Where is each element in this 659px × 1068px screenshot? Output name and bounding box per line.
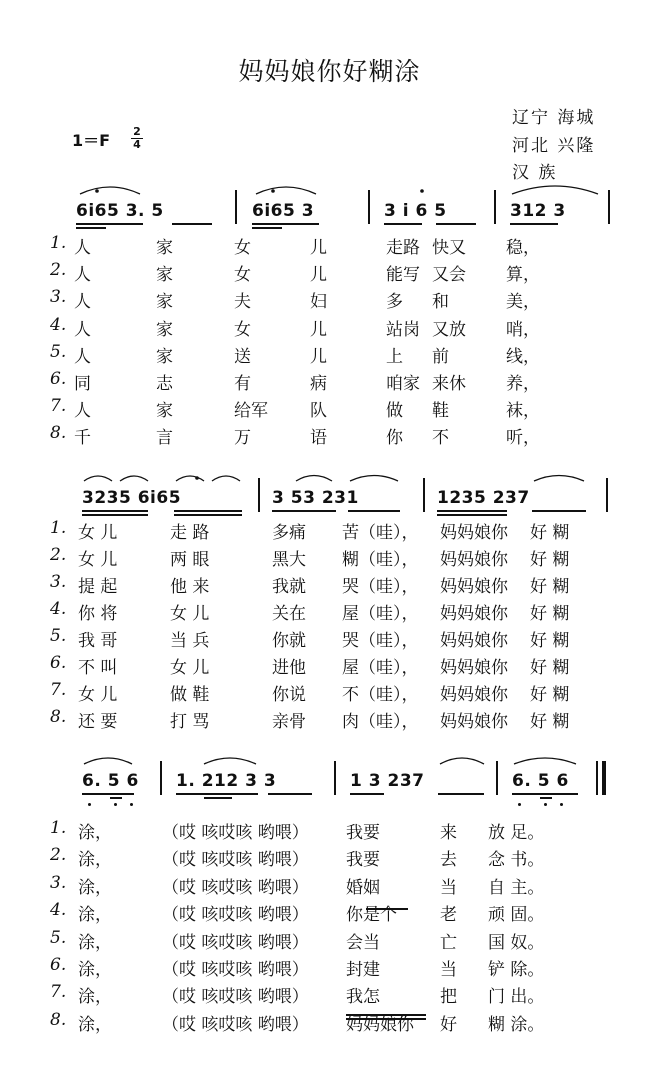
lyric-word: 当 <box>440 877 457 898</box>
slur <box>176 476 204 481</box>
lyric-word: （哎 咳哎咳 哟喂） <box>162 905 309 926</box>
lyric-word: 婚姻 <box>346 877 380 898</box>
lyric-word: 当 <box>440 960 457 980</box>
lyric-word: 涂， <box>78 932 112 953</box>
lyric-word: 国 奴。 <box>488 932 545 953</box>
lyric-word: 千 <box>74 428 91 449</box>
time-signature-bottom: 4 <box>133 138 141 151</box>
lyric-word: 女 <box>234 265 251 286</box>
lyric-word: 语 <box>310 428 327 449</box>
lyric-word: 同 <box>74 374 91 394</box>
key-signature: 1＝F <box>72 131 111 150</box>
lyric-word: 涂， <box>78 850 112 871</box>
lyric-word: 关在 <box>272 604 306 624</box>
verse-number: 1. <box>50 233 67 253</box>
lyric-word: 走路 <box>386 238 420 258</box>
lyric-word: 涂， <box>78 987 112 1008</box>
lyric-word: 女 <box>234 319 251 340</box>
lyric-word: 队 <box>310 401 327 422</box>
lyric-word: 上 <box>386 346 403 367</box>
lyric-word: 妈妈娘你 <box>440 712 508 732</box>
lyric-word: 和 <box>432 292 449 313</box>
lyric-word: 进他 <box>272 658 306 678</box>
lyric-word: 儿 <box>310 238 327 258</box>
lyric-word: 涂， <box>78 877 112 898</box>
slur <box>256 187 316 194</box>
lyric-word: 妈妈娘你 <box>440 577 508 597</box>
lyric-word: 给军 <box>234 401 268 422</box>
lyric-word: 念 书。 <box>488 850 545 871</box>
measure-2-3: 1235 237 <box>437 488 530 508</box>
lyric-word: 女 儿 <box>78 523 118 543</box>
measure-1-2: 6i65 3 <box>252 201 315 221</box>
lyric-word: 放 足。 <box>488 823 545 843</box>
lyric-word: 家 <box>156 346 173 367</box>
lyric-word: 言 <box>156 428 173 449</box>
measure-1-4: 312 3 <box>510 201 566 221</box>
lyric-word: 儿 <box>310 265 327 286</box>
lyric-word: 你是个 <box>346 905 397 926</box>
lyric-word: 有 <box>234 374 251 394</box>
origin-line-3: 汉 族 <box>512 163 558 183</box>
lyric-word: 美， <box>506 292 540 313</box>
lyric-word: 家 <box>156 319 173 340</box>
slur <box>534 476 584 482</box>
lyric-word: 我要 <box>346 823 380 843</box>
song-title: 妈妈娘你好糊涂 <box>238 57 421 86</box>
measure-1-3: 3 i 6 5 <box>384 201 447 221</box>
lyric-word: 好 糊 <box>530 523 570 543</box>
lyric-word: 我就 <box>272 577 306 597</box>
lyric-word: 把 <box>440 987 457 1008</box>
lyric-word: （哎 咳哎咳 哟喂） <box>162 932 309 953</box>
lyric-word: 女 儿 <box>78 685 118 705</box>
lyric-word: 鞋 <box>432 401 449 422</box>
high-octave-dot <box>195 476 199 480</box>
lyric-word: 人 <box>74 265 91 286</box>
lyric-word: 妈妈娘你 <box>440 604 508 624</box>
high-octave-dot <box>271 189 275 193</box>
lyric-word: 袜， <box>506 401 540 422</box>
slur <box>84 476 112 481</box>
measure-1-1: 6i65 3. 5 <box>76 201 164 221</box>
lyric-word: 送 <box>234 346 251 367</box>
lyric-word: 肉（哇）， <box>342 712 419 732</box>
high-octave-dot <box>420 189 424 193</box>
slur <box>440 758 484 764</box>
lyric-word: 好 糊 <box>530 550 570 570</box>
lyric-word: 做 鞋 <box>170 685 210 705</box>
lyric-word: 家 <box>156 238 173 258</box>
verse-number: 6. <box>50 369 67 389</box>
lyric-word: 咱家 <box>386 374 420 394</box>
slur <box>120 476 148 481</box>
lyric-word: 不（哇）， <box>342 685 419 705</box>
lyric-word: 打 骂 <box>170 712 210 732</box>
verse-number: 6. <box>50 653 67 673</box>
slur <box>212 476 240 481</box>
lyric-word: 好 糊 <box>530 658 570 678</box>
lyric-word: （哎 咳哎咳 哟喂） <box>162 877 309 898</box>
lyric-word: （哎 咳哎咳 哟喂） <box>162 1014 309 1035</box>
lyric-word: 听， <box>506 428 540 449</box>
slur <box>84 758 132 764</box>
lyric-word: 还 要 <box>78 712 118 732</box>
lyric-word: 好 糊 <box>530 577 570 597</box>
lyric-word: 好 糊 <box>530 685 570 705</box>
lyric-word: 妈妈娘你 <box>440 631 508 651</box>
lyric-word: 人 <box>74 292 91 313</box>
measure-3-4: 6. 5 6 <box>512 771 569 791</box>
verse-number: 4. <box>50 314 67 335</box>
lyric-word: 快又 <box>432 238 466 258</box>
lyric-word: 好 糊 <box>530 712 570 732</box>
origin-line-1: 辽宁 海城 <box>512 108 596 128</box>
lyric-word: 哭（哇）， <box>342 631 419 651</box>
verse-number: 8. <box>50 1009 67 1030</box>
lyric-word: 我要 <box>346 850 380 871</box>
measure-3-2: 1. 212 3 3 <box>176 771 277 791</box>
verse-number: 3. <box>50 287 67 308</box>
lyric-word: 养， <box>506 374 540 394</box>
lyric-word: 多痛 <box>272 523 306 543</box>
verse-number: 4. <box>50 599 67 619</box>
lyric-word: 妈妈娘你 <box>346 1014 414 1035</box>
lyric-word: 我怎 <box>346 987 380 1008</box>
measure-2-2: 3 53 231 <box>272 488 359 508</box>
lyric-word: 去 <box>440 850 457 871</box>
lyric-word: （哎 咳哎咳 哟喂） <box>162 850 309 871</box>
lyric-word: 你 <box>386 428 403 449</box>
time-signature-top: 2 <box>133 125 141 138</box>
lyric-word: 当 兵 <box>170 631 210 651</box>
lyric-word: 黑大 <box>272 550 306 570</box>
verse-number: 5. <box>50 626 67 646</box>
lyric-word: 涂， <box>78 960 112 980</box>
lyric-word: 来休 <box>432 374 466 394</box>
lyric-word: 好 <box>440 1014 457 1035</box>
slur <box>204 758 256 764</box>
slur <box>296 476 332 482</box>
lyric-word: 不 <box>432 428 449 449</box>
lyric-word: 又放 <box>432 319 466 340</box>
lyric-word: 儿 <box>310 319 327 340</box>
verse-number: 7. <box>50 982 67 1003</box>
verse-number: 8. <box>50 707 67 727</box>
lyric-word: 家 <box>156 292 173 313</box>
lyric-word: 儿 <box>310 346 327 367</box>
lyric-word: 不 叫 <box>78 658 118 678</box>
lyric-word: 家 <box>156 401 173 422</box>
lyric-word: 妇 <box>310 292 327 313</box>
measure-2-1: 3235 6i65 <box>82 488 182 508</box>
verse-number: 7. <box>50 680 67 700</box>
lyric-word: 人 <box>74 401 91 422</box>
lyric-word: 万 <box>234 428 251 449</box>
lyric-word: 封建 <box>346 960 380 980</box>
verse-number: 3. <box>50 572 67 592</box>
lyric-word: 屋（哇）， <box>342 604 419 624</box>
lyric-word: 稳， <box>506 238 540 258</box>
lyric-word: 好 糊 <box>530 604 570 624</box>
measure-3-1: 6. 5 6 <box>82 771 139 791</box>
lyric-word: 涂， <box>78 1014 112 1035</box>
lyric-word: 哨， <box>506 319 540 340</box>
lyric-word: 家 <box>156 265 173 286</box>
verse-number: 1. <box>50 818 67 838</box>
verse-number: 3. <box>50 872 67 893</box>
lyric-word: 人 <box>74 319 91 340</box>
lyric-word: 女 儿 <box>170 604 210 624</box>
lyric-word: 走 路 <box>170 523 210 543</box>
lyric-word: 我 哥 <box>78 631 118 651</box>
lyric-word: 又会 <box>432 265 466 286</box>
lyric-word: 女 <box>234 238 251 258</box>
verse-number: 5. <box>50 927 67 948</box>
lyric-word: 来 <box>440 823 457 843</box>
lyric-word: 苦（哇）， <box>342 523 419 543</box>
verse-number: 8. <box>50 423 67 444</box>
lyric-word: 能写 <box>386 265 420 286</box>
lyric-word: 妈妈娘你 <box>440 685 508 705</box>
verse-number: 2. <box>50 260 67 281</box>
lyric-word: 妈妈娘你 <box>440 658 508 678</box>
lyric-word: 妈妈娘你 <box>440 550 508 570</box>
lyric-word: 前 <box>432 346 449 367</box>
lyric-word: （哎 咳哎咳 哟喂） <box>162 823 309 843</box>
lyric-word: 你 将 <box>78 604 118 624</box>
verse-number: 7. <box>50 396 67 417</box>
lyric-word: 哭（哇）， <box>342 577 419 597</box>
verse-number: 2. <box>50 545 67 565</box>
lyric-word: 他 来 <box>170 577 210 597</box>
lyric-word: 老 <box>440 905 457 926</box>
measure-3-3: 1 3 237 <box>350 771 425 791</box>
lyric-word: 人 <box>74 346 91 367</box>
lyric-word: 夫 <box>234 292 251 313</box>
lyric-word: 志 <box>156 374 173 394</box>
lyric-word: 亲骨 <box>272 712 306 732</box>
lyric-word: 妈妈娘你 <box>440 523 508 543</box>
lyric-word: 提 起 <box>78 577 118 597</box>
lyric-word: 站岗 <box>386 319 420 340</box>
lyric-word: 门 出。 <box>488 987 545 1008</box>
lyric-word: 好 糊 <box>530 631 570 651</box>
lyric-word: 亡 <box>440 932 457 953</box>
lyric-word: 铲 除。 <box>488 960 545 980</box>
slur <box>514 758 576 764</box>
verse-number: 6. <box>50 955 67 975</box>
lyric-word: 病 <box>310 374 327 394</box>
slur <box>512 186 598 194</box>
lyric-word: 会当 <box>346 932 380 953</box>
verse-number: 1. <box>50 518 67 538</box>
slur <box>350 476 398 482</box>
lyric-word: 女 儿 <box>170 658 210 678</box>
verse-number: 2. <box>50 845 67 866</box>
slur <box>80 187 140 194</box>
lyric-word: 屋（哇）， <box>342 658 419 678</box>
lyric-word: 涂， <box>78 905 112 926</box>
high-octave-dot <box>95 189 99 193</box>
origin-line-2: 河北 兴隆 <box>512 136 596 156</box>
lyric-word: 两 眼 <box>170 550 210 570</box>
lyric-word: 自 主。 <box>488 877 545 898</box>
lyric-word: 多 <box>386 292 403 313</box>
lyric-word: 你说 <box>272 685 306 705</box>
lyric-word: 涂， <box>78 823 112 843</box>
lyric-word: 你就 <box>272 631 306 651</box>
lyric-word: 糊 涂。 <box>488 1014 545 1035</box>
lyric-word: 人 <box>74 238 91 258</box>
verse-number: 5. <box>50 341 67 362</box>
lyric-word: 算， <box>506 265 540 286</box>
lyric-word: （哎 咳哎咳 哟喂） <box>162 987 309 1008</box>
lyric-word: 线， <box>506 346 540 367</box>
lyric-word: 顽 固。 <box>488 905 545 926</box>
verse-number: 4. <box>50 900 67 921</box>
lyric-word: 糊（哇）， <box>342 550 419 570</box>
lyric-word: 女 儿 <box>78 550 118 570</box>
lyric-word: （哎 咳哎咳 哟喂） <box>162 960 309 980</box>
lyric-word: 做 <box>386 401 403 422</box>
